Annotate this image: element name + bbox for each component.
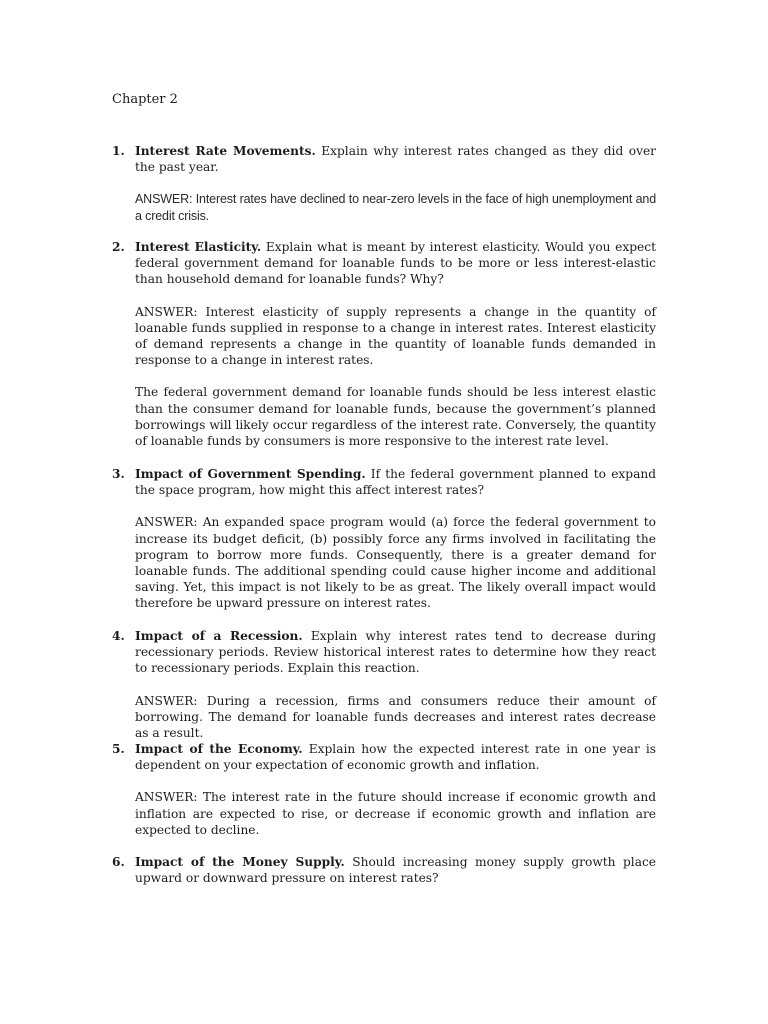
answer-paragraph: ANSWER: An expanded space program would (a) force the federal government to increase its budget deficit, (b) possibly force any firms involved in facilitating the program to borrow more funds. Consequently, there is a greater demand for loanable funds. The additional spending could cause higher income and additional saving. Yet, this impact is not likely to be as great. The likely overall impact would therefore be upward pressure on interest rates. [135,515,656,611]
chapter-heading: Chapter 2 [112,92,178,107]
question-prompt: Should increasing money supply growth place upward or downward pressure on interest rates? [135,855,657,886]
answer-paragraph: ANSWER: Interest elasticity of supply represents a change in the quantity of loanable funds supplied in response to a change in interest rates. Interest elasticity of demand represents a change in the quantity of loanable funds demanded in response to a change in interest rates. [135,304,656,368]
question-prompt: Explain why interest rates changed as they did over the past year. [135,144,656,175]
question-text [135,466,656,498]
question-title: Impact of the Economy. [135,742,303,756]
question-title: Interest Elasticity. [135,240,262,254]
question-number: 4. [112,629,125,643]
question-number: 6. [112,855,125,869]
question-title: Impact of the Money Supply. [135,855,345,869]
question-number: 5. [112,742,125,756]
answer-paragraph: The federal government demand for loanable funds should be less interest elastic than the consumer demand for loanable funds, because the government’s planned borrowings will likely occur regardless of the interest rate. Conversely, the quantity of loanable funds by consumers is more responsive to the interest rate level. [135,385,656,449]
question-title: Impact of a Recession. [135,629,303,643]
question-body [135,854,656,886]
question-text [135,143,656,175]
question-title: Interest Rate Movements. [135,144,316,158]
question-body [135,239,656,449]
question-body [135,741,656,838]
question-prompt: Explain how the expected interest rate in one year is dependent on your expectation of economic growth and inflation. [135,742,657,773]
question-text [135,854,656,886]
question-prompt: If the federal government planned to expand the space program, how might this affect interest rates? [135,467,657,498]
question-body [135,628,656,741]
question-text [135,239,656,288]
question-prompt: Explain why interest rates tend to decrease during recessionary periods. Review historical interest rates to determine how they react to recessionary periods. Explain this reaction. [135,629,657,676]
question-number: 2. [112,240,125,254]
question-number: 3. [112,467,125,481]
question-body [135,143,656,224]
answer-paragraph: ANSWER: The interest rate in the future should increase if economic growth and inflation are expected to rise, or decrease if economic growth and inflation are expected to decline. [135,790,656,837]
question-number: 1. [112,144,125,158]
answer-paragraph: ANSWER: During a recession, firms and consumers reduce their amount of borrowing. The demand for loanable funds decreases and interest rates decrease as a result. [135,693,656,741]
question-text [135,741,656,773]
question-title: Impact of Government Spending. [135,467,366,481]
question-text [135,628,656,677]
answer-paragraph: ANSWER: Interest rates have declined to near-zero levels in the face of high unemployment and a credit crisis. [135,192,656,223]
question-body [135,466,656,612]
question-prompt: Explain what is meant by interest elasticity. Would you expect federal government demand for loanable funds to be more or less interest-elastic than household demand for loanable funds? Why? [135,240,656,287]
